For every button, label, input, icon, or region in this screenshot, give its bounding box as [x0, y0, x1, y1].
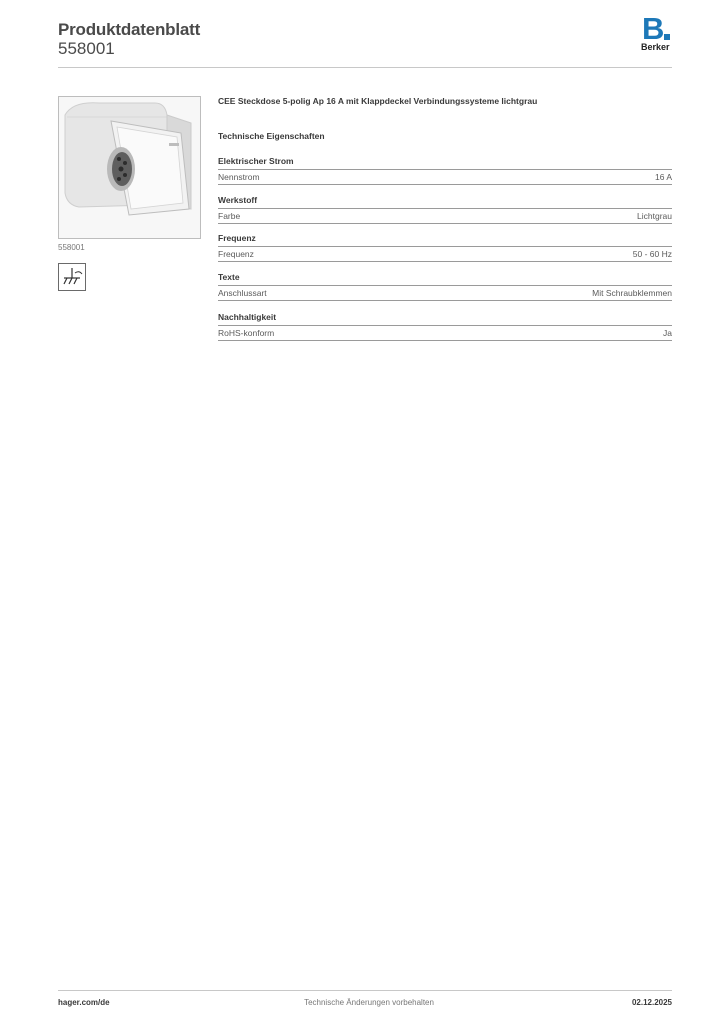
brand-name: Berker — [641, 42, 670, 52]
property-group — [218, 195, 672, 224]
page-title: Produktdatenblatt — [58, 20, 201, 39]
footer-divider — [58, 990, 672, 991]
logo-dot — [664, 34, 670, 40]
product-number: 558001 — [58, 39, 115, 58]
property-row — [218, 247, 672, 262]
property-value: Ja — [663, 328, 672, 338]
product-image — [58, 96, 201, 239]
ground-symbol-graphic — [59, 264, 85, 290]
group-title: Nachhaltigkeit — [218, 312, 672, 326]
footer-disclaimer: Technische Änderungen vorbehalten — [304, 998, 434, 1007]
property-group — [218, 233, 672, 262]
property-row — [218, 286, 672, 301]
property-row — [218, 170, 672, 185]
property-group — [218, 272, 672, 301]
group-title: Frequenz — [218, 233, 672, 247]
footer-website: hager.com/de — [58, 998, 110, 1007]
property-value: 16 A — [654, 172, 672, 182]
property-value: 50 - 60 Hz — [632, 249, 672, 259]
property-row — [218, 209, 672, 224]
brand-letter: B — [642, 11, 664, 46]
property-label: Nennstrom — [218, 172, 260, 182]
cee-socket-illustration — [59, 97, 200, 238]
property-label: RoHS-konform — [218, 328, 275, 338]
group-title: Werkstoff — [218, 195, 672, 209]
berker-logo — [640, 11, 674, 53]
property-label: Anschlussart — [218, 288, 267, 298]
earth-ground-symbol-icon — [58, 263, 86, 291]
property-label: Frequenz — [218, 249, 254, 259]
image-caption: 558001 — [58, 243, 85, 252]
group-title: Elektrischer Strom — [218, 156, 672, 170]
property-group — [218, 312, 672, 341]
footer-date: 02.12.2025 — [631, 998, 672, 1007]
property-value: Lichtgrau — [637, 211, 672, 221]
product-title: CEE Steckdose 5-polig Ap 16 A mit Klappdeckel Verbindungssysteme lichtgrau — [218, 96, 538, 106]
property-label: Farbe — [218, 211, 241, 221]
property-group — [218, 156, 672, 185]
section-heading: Technische Eigenschaften — [218, 131, 325, 141]
group-title: Texte — [218, 272, 672, 286]
property-row — [218, 326, 672, 341]
property-value: Mit Schraubklemmen — [592, 288, 672, 298]
header-divider — [58, 67, 672, 68]
